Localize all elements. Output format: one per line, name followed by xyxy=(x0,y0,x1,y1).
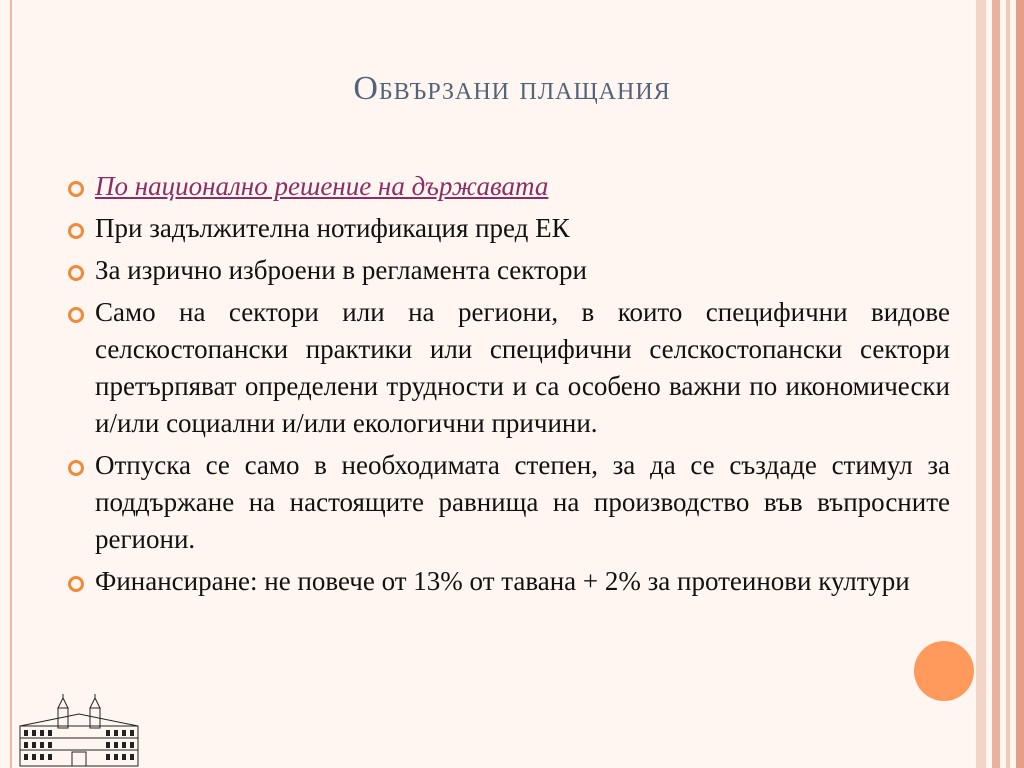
bullet-icon xyxy=(68,307,84,323)
bullet-text: Само на сектори или на региони, в които специфични видове селскостопански практики или специфични селскостопански сектори претърпяват определени трудности и са особено важни по икономически и/или социални и/или екологични причини. xyxy=(95,297,950,438)
bullet-icon xyxy=(68,223,84,239)
bullet-list xyxy=(68,168,950,605)
bullet-item-financing xyxy=(68,563,950,600)
bullet-item-notification xyxy=(68,210,950,247)
left-border-line xyxy=(10,0,12,768)
bullet-item-listed-sectors xyxy=(68,252,950,289)
bullet-icon xyxy=(68,265,84,281)
bullet-icon xyxy=(68,460,84,476)
bullet-text: Финансиране: не повече от 13% от тавана + 2% за протеинови култури xyxy=(95,566,910,596)
bullet-item-national-decision xyxy=(68,168,950,205)
bullet-icon xyxy=(68,576,84,592)
building-logo-icon xyxy=(14,692,144,768)
bullet-text: При задължителна нотификация пред ЕК xyxy=(95,213,570,243)
bullet-text: За изрично изброени в регламента сектори xyxy=(95,255,587,285)
right-decorative-stripes xyxy=(976,0,1024,768)
bullet-item-incentive xyxy=(68,447,950,558)
bullet-item-sectors-regions xyxy=(68,294,950,442)
bullet-text: Отпуска се само в необходимата степен, за да се създаде стимул за поддържане на настоящите равнища на производство във въпросните региони. xyxy=(95,450,950,554)
decorative-orange-circle xyxy=(914,641,974,701)
slide-title: Обвързани плащания xyxy=(353,70,671,107)
national-decision-link[interactable]: По национално решение на държавата xyxy=(95,171,549,201)
bullet-icon xyxy=(68,181,84,197)
